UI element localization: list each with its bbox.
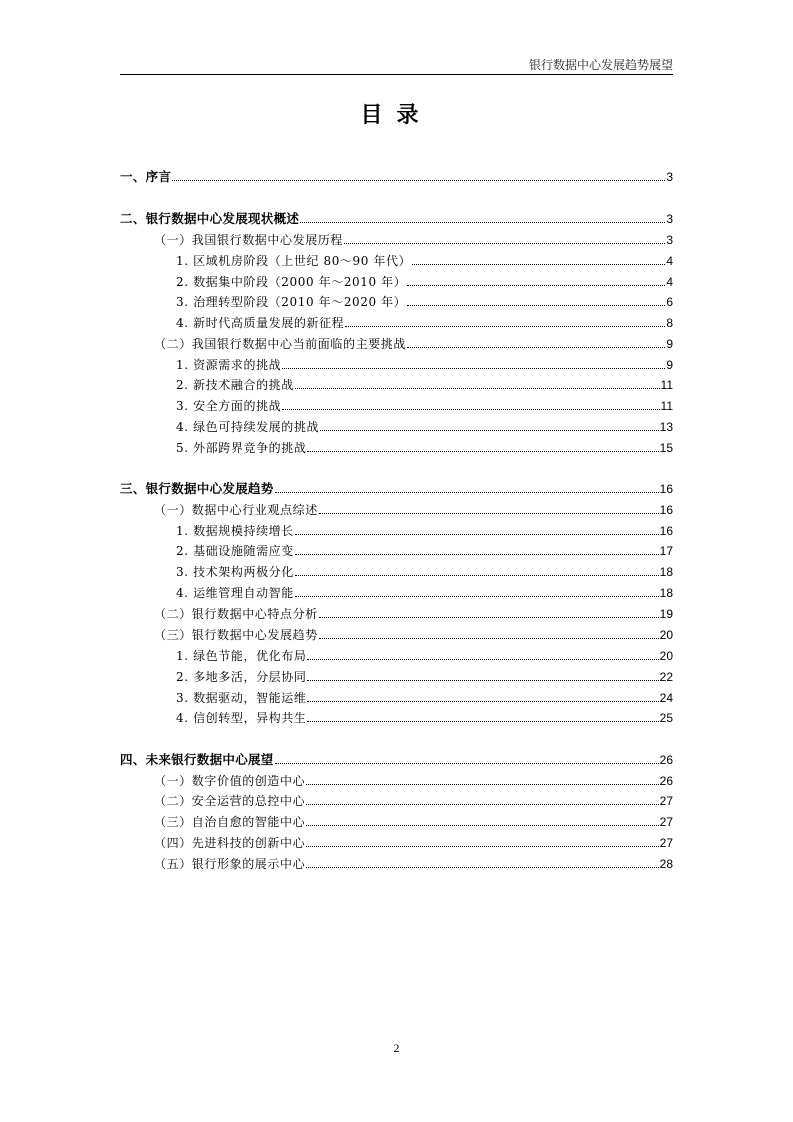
running-header: 银行数据中心发展趋势展望 bbox=[528, 58, 673, 72]
toc-entry-label: （二）安全运营的总控中心 bbox=[154, 794, 306, 808]
toc-entry[interactable] bbox=[176, 250, 673, 268]
toc-entry[interactable] bbox=[176, 540, 673, 558]
toc-entry[interactable] bbox=[176, 374, 673, 392]
toc-entry-label: 4. 绿色可持续发展的挑战 bbox=[176, 420, 320, 434]
toc-entry-label: 1. 数据规模持续增长 bbox=[176, 524, 294, 538]
toc-entry[interactable] bbox=[176, 395, 673, 413]
leader-dots bbox=[407, 284, 665, 286]
leader-dots bbox=[407, 346, 665, 348]
toc-entry-page: 4 bbox=[666, 254, 673, 268]
toc-entry-label: 3. 治理转型阶段（2010 年～2020 年） bbox=[176, 295, 407, 309]
toc-entry-label: （四）先进科技的创新中心 bbox=[154, 836, 306, 850]
toc-entry-page: 27 bbox=[659, 836, 673, 850]
toc-entry-page: 28 bbox=[659, 857, 673, 871]
toc-entry-label: 5. 外部跨界竞争的挑战 bbox=[176, 441, 307, 455]
toc-entry-label: 二、银行数据中心发展现状概述 bbox=[120, 211, 300, 226]
toc-entry-page: 24 bbox=[659, 691, 673, 705]
toc-entry-label: （一）数字价值的创造中心 bbox=[154, 774, 306, 788]
leader-dots bbox=[307, 658, 658, 660]
toc-entry-page: 16 bbox=[659, 482, 673, 496]
toc-entry[interactable] bbox=[120, 749, 673, 767]
leader-dots bbox=[307, 679, 658, 681]
toc-entry[interactable] bbox=[176, 271, 673, 289]
leader-dots bbox=[295, 533, 659, 535]
toc-entry-page: 6 bbox=[666, 295, 673, 309]
leader-dots bbox=[295, 553, 659, 555]
toc-entry-page: 9 bbox=[666, 358, 673, 372]
leader-dots bbox=[295, 574, 659, 576]
leader-dots bbox=[412, 263, 665, 265]
leader-dots bbox=[306, 866, 658, 868]
toc-entry[interactable] bbox=[176, 312, 673, 330]
toc-entry-page: 9 bbox=[666, 337, 673, 351]
toc-entry-page: 11 bbox=[660, 378, 673, 392]
leader-dots bbox=[300, 221, 665, 223]
toc-entry[interactable] bbox=[176, 437, 673, 455]
toc-entry-label: 2. 数据集中阶段（2000 年～2010 年） bbox=[176, 275, 407, 289]
toc-entry-label: （五）银行形象的展示中心 bbox=[154, 857, 306, 871]
toc-entry[interactable] bbox=[176, 416, 673, 434]
toc-entry-label: （一）我国银行数据中心发展历程 bbox=[154, 233, 344, 247]
toc-entry[interactable] bbox=[176, 561, 673, 579]
toc-entry[interactable] bbox=[154, 603, 673, 621]
toc-entry[interactable] bbox=[176, 291, 673, 309]
leader-dots bbox=[319, 637, 659, 639]
toc-entry-page: 16 bbox=[659, 503, 673, 517]
leader-dots bbox=[275, 762, 659, 764]
leader-dots bbox=[344, 242, 665, 244]
toc-entry-label: 1. 资源需求的挑战 bbox=[176, 358, 282, 372]
toc-entry-label: 1. 区域机房阶段（上世纪 80～90 年代） bbox=[176, 254, 412, 268]
toc-entry-page: 16 bbox=[659, 524, 673, 538]
toc-entry-page: 17 bbox=[659, 544, 673, 558]
toc-entry-page: 26 bbox=[659, 753, 673, 767]
page-number: 2 bbox=[393, 1041, 400, 1055]
toc-entry-page: 19 bbox=[659, 607, 673, 621]
toc-entry-page: 18 bbox=[659, 565, 673, 579]
toc-entry[interactable] bbox=[176, 520, 673, 538]
toc-entry[interactable] bbox=[120, 208, 673, 226]
toc-entry-page: 27 bbox=[659, 794, 673, 808]
leader-dots bbox=[282, 367, 665, 369]
toc-entry[interactable] bbox=[154, 832, 673, 850]
toc-entry-label: 3. 技术架构两极分化 bbox=[176, 565, 294, 579]
toc-entry-page: 18 bbox=[659, 586, 673, 600]
toc-entry-label: 1. 绿色节能，优化布局 bbox=[176, 649, 307, 663]
header-rule bbox=[120, 74, 673, 75]
toc-entry-label: （二）银行数据中心特点分析 bbox=[154, 607, 318, 621]
toc-entry[interactable] bbox=[154, 853, 673, 871]
leader-dots bbox=[307, 700, 658, 702]
leader-dots bbox=[320, 429, 659, 431]
toc-entry-label: 4. 信创转型，异构共生 bbox=[176, 711, 307, 725]
toc-entry-label: （二）我国银行数据中心当前面临的主要挑战 bbox=[154, 337, 407, 351]
leader-dots bbox=[407, 304, 665, 306]
toc-entry-label: 2. 新技术融合的挑战 bbox=[176, 378, 294, 392]
toc-entry-page: 3 bbox=[666, 212, 673, 226]
leader-dots bbox=[295, 595, 659, 597]
leader-dots bbox=[319, 616, 659, 618]
toc-entry-page: 27 bbox=[659, 815, 673, 829]
leader-dots bbox=[282, 408, 659, 410]
toc-entry-page: 3 bbox=[666, 233, 673, 247]
leader-dots bbox=[307, 450, 658, 452]
toc-entry[interactable] bbox=[154, 333, 673, 351]
toc-entry[interactable] bbox=[154, 499, 673, 517]
leader-dots bbox=[307, 720, 658, 722]
toc-entry-page: 25 bbox=[659, 711, 673, 725]
toc-entry[interactable] bbox=[176, 354, 673, 372]
leader-dots bbox=[275, 491, 659, 493]
toc-entry-page: 15 bbox=[659, 441, 673, 455]
leader-dots bbox=[295, 387, 660, 389]
toc-entry[interactable] bbox=[120, 166, 673, 184]
toc-entry-page: 3 bbox=[666, 170, 673, 184]
toc-entry[interactable] bbox=[176, 582, 673, 600]
toc-entry-label: 2. 多地多活，分层协同 bbox=[176, 670, 307, 684]
toc-entry[interactable] bbox=[154, 790, 673, 808]
leader-dots bbox=[172, 179, 665, 181]
toc-entry[interactable] bbox=[176, 687, 673, 705]
toc-entry-label: （三）银行数据中心发展趋势 bbox=[154, 628, 318, 642]
page-title: 目录 bbox=[360, 103, 433, 128]
toc-entry-label: 4. 新时代高质量发展的新征程 bbox=[176, 316, 345, 330]
leader-dots bbox=[306, 824, 658, 826]
leader-dots bbox=[306, 783, 658, 785]
leader-dots bbox=[306, 845, 658, 847]
toc-entry-page: 20 bbox=[659, 649, 673, 663]
toc-entry-label: （三）自治自愈的智能中心 bbox=[154, 815, 306, 829]
toc-entry-page: 11 bbox=[660, 399, 673, 413]
toc-entry-page: 13 bbox=[659, 420, 673, 434]
toc-entry[interactable] bbox=[176, 645, 673, 663]
toc-entry-page: 8 bbox=[666, 316, 673, 330]
toc-entry-page: 26 bbox=[659, 774, 673, 788]
toc-entry-page: 20 bbox=[659, 628, 673, 642]
toc-entry[interactable] bbox=[176, 707, 673, 725]
toc-entry-label: 2. 基础设施随需应变 bbox=[176, 544, 294, 558]
toc-entry-label: 四、未来银行数据中心展望 bbox=[120, 752, 274, 767]
toc-entry-page: 22 bbox=[659, 670, 673, 684]
leader-dots bbox=[345, 325, 665, 327]
toc-entry[interactable] bbox=[120, 478, 673, 496]
toc-entry[interactable] bbox=[154, 770, 673, 788]
toc-entry[interactable] bbox=[154, 229, 673, 247]
toc-entry-label: 3. 数据驱动，智能运维 bbox=[176, 691, 307, 705]
toc-entry-label: 3. 安全方面的挑战 bbox=[176, 399, 282, 413]
leader-dots bbox=[306, 803, 658, 805]
toc-entry-label: 三、银行数据中心发展趋势 bbox=[120, 481, 274, 496]
toc-entry[interactable] bbox=[154, 811, 673, 829]
toc-entry[interactable] bbox=[176, 666, 673, 684]
leader-dots bbox=[319, 512, 659, 514]
toc-entry[interactable] bbox=[154, 624, 673, 642]
toc-entry-label: 一、序言 bbox=[120, 169, 172, 184]
toc-entry-label: 4. 运维管理自动智能 bbox=[176, 586, 294, 600]
toc-entry-label: （一）数据中心行业观点综述 bbox=[154, 503, 318, 517]
toc-entry-page: 4 bbox=[666, 275, 673, 289]
